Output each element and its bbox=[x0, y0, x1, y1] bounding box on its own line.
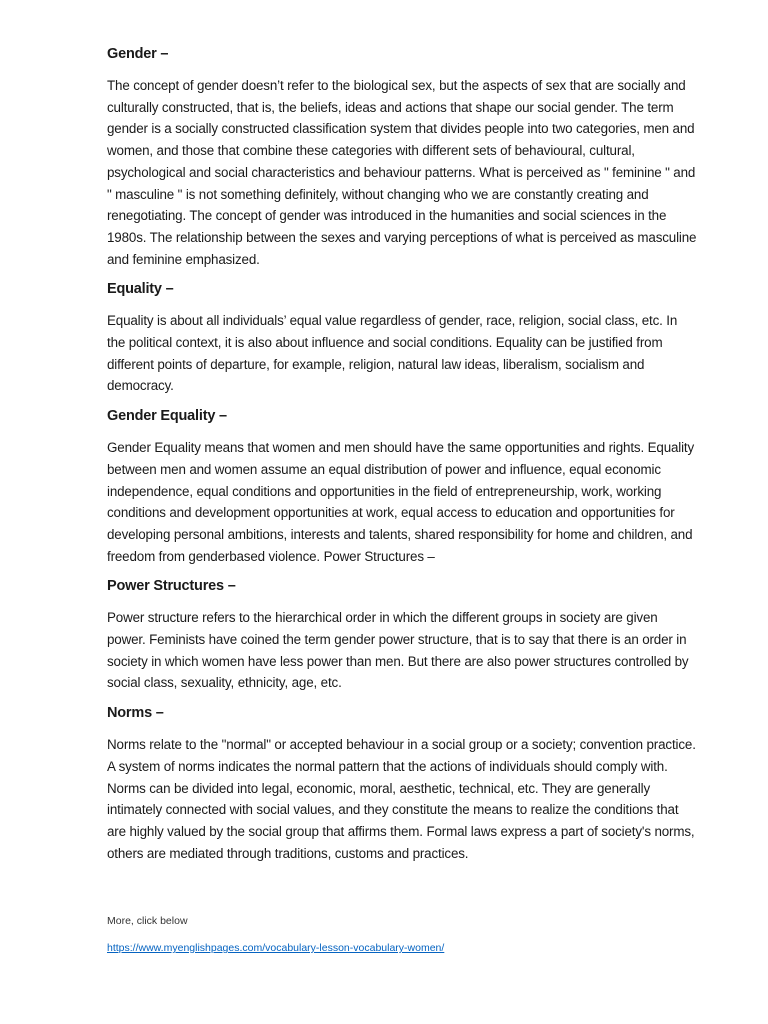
section-heading: Gender – bbox=[107, 46, 169, 62]
section-paragraph: Equality is about all individuals’ equal value regardless of gender, race, religion, social class, etc. In the political context, it is also about influence and social conditions. Equality can be justified from different points of departure, for example, religion, natural law ideas, liberalism, socialism and democracy. bbox=[107, 313, 678, 394]
more-note: More, click below bbox=[107, 915, 188, 927]
section-paragraph: Norms relate to the "normal" or accepted behaviour in a social group or a society; convention practice. A system of norms indicates the normal pattern that the actions of individuals should comply with. Norms can be divided into legal, economic, moral, aesthetic, technical, etc. They are generally intimately connected with social values, and they constitute the means to realize the conditions that are highly valued by the social group that affirms them. Formal laws express a part of society's norms, others are mediated through traditions, customs and practices. bbox=[107, 737, 696, 861]
section-norms bbox=[107, 703, 698, 864]
vocabulary-link[interactable]: https://www.myenglishpages.com/vocabulary-lesson-vocabulary-women/ bbox=[107, 942, 445, 954]
section-heading: Norms – bbox=[107, 705, 164, 722]
section-heading: Gender Equality – bbox=[107, 408, 227, 425]
section-power-structures bbox=[107, 576, 698, 694]
section-heading: Equality – bbox=[107, 281, 174, 298]
section-paragraph: Power structure refers to the hierarchical order in which the different groups in society are given power. Feminists have coined the term gender power structure, that is to say that there is an order in society in which women have less power than men. But there are also power structures controlled by social class, sexuality, ethnicity, age, etc. bbox=[107, 610, 689, 691]
section-paragraph: Gender Equality means that women and men should have the same opportunities and rights. Equality between men and women assume an equal distribution of power and influence, equal economic independence, equal conditions and opportunities in the field of entrepreneurship, work, working conditions and development opportunities at work, equal access to education and opportunities for developing personal ambitions, interests and talents, shared responsibility for home and children, and freedom from genderbased violence. Power Structures – bbox=[107, 440, 695, 564]
section-gender bbox=[107, 44, 698, 270]
section-gender-equality bbox=[107, 406, 698, 567]
section-equality bbox=[107, 279, 698, 397]
section-paragraph: The concept of gender doesn’t refer to the biological sex, but the aspects of sex that are socially and culturally constructed, that is, the beliefs, ideas and actions that shape our social gender. The term gender is a socially constructed classification system that divides people into two categories, men and women, and those that combine these categories with different sets of behavioural, cultural, psychological and social characteristics and behaviour patterns. What is perceived as " feminine " and " masculine " is not something definitely, without changing who we are constantly creating and renegotiating. The concept of gender was introduced in the humanities and social sciences in the 1980s. The relationship between the sexes and varying perceptions of what is perceived as masculine and feminine emphasized. bbox=[107, 78, 697, 267]
section-heading: Power Structures – bbox=[107, 578, 236, 595]
